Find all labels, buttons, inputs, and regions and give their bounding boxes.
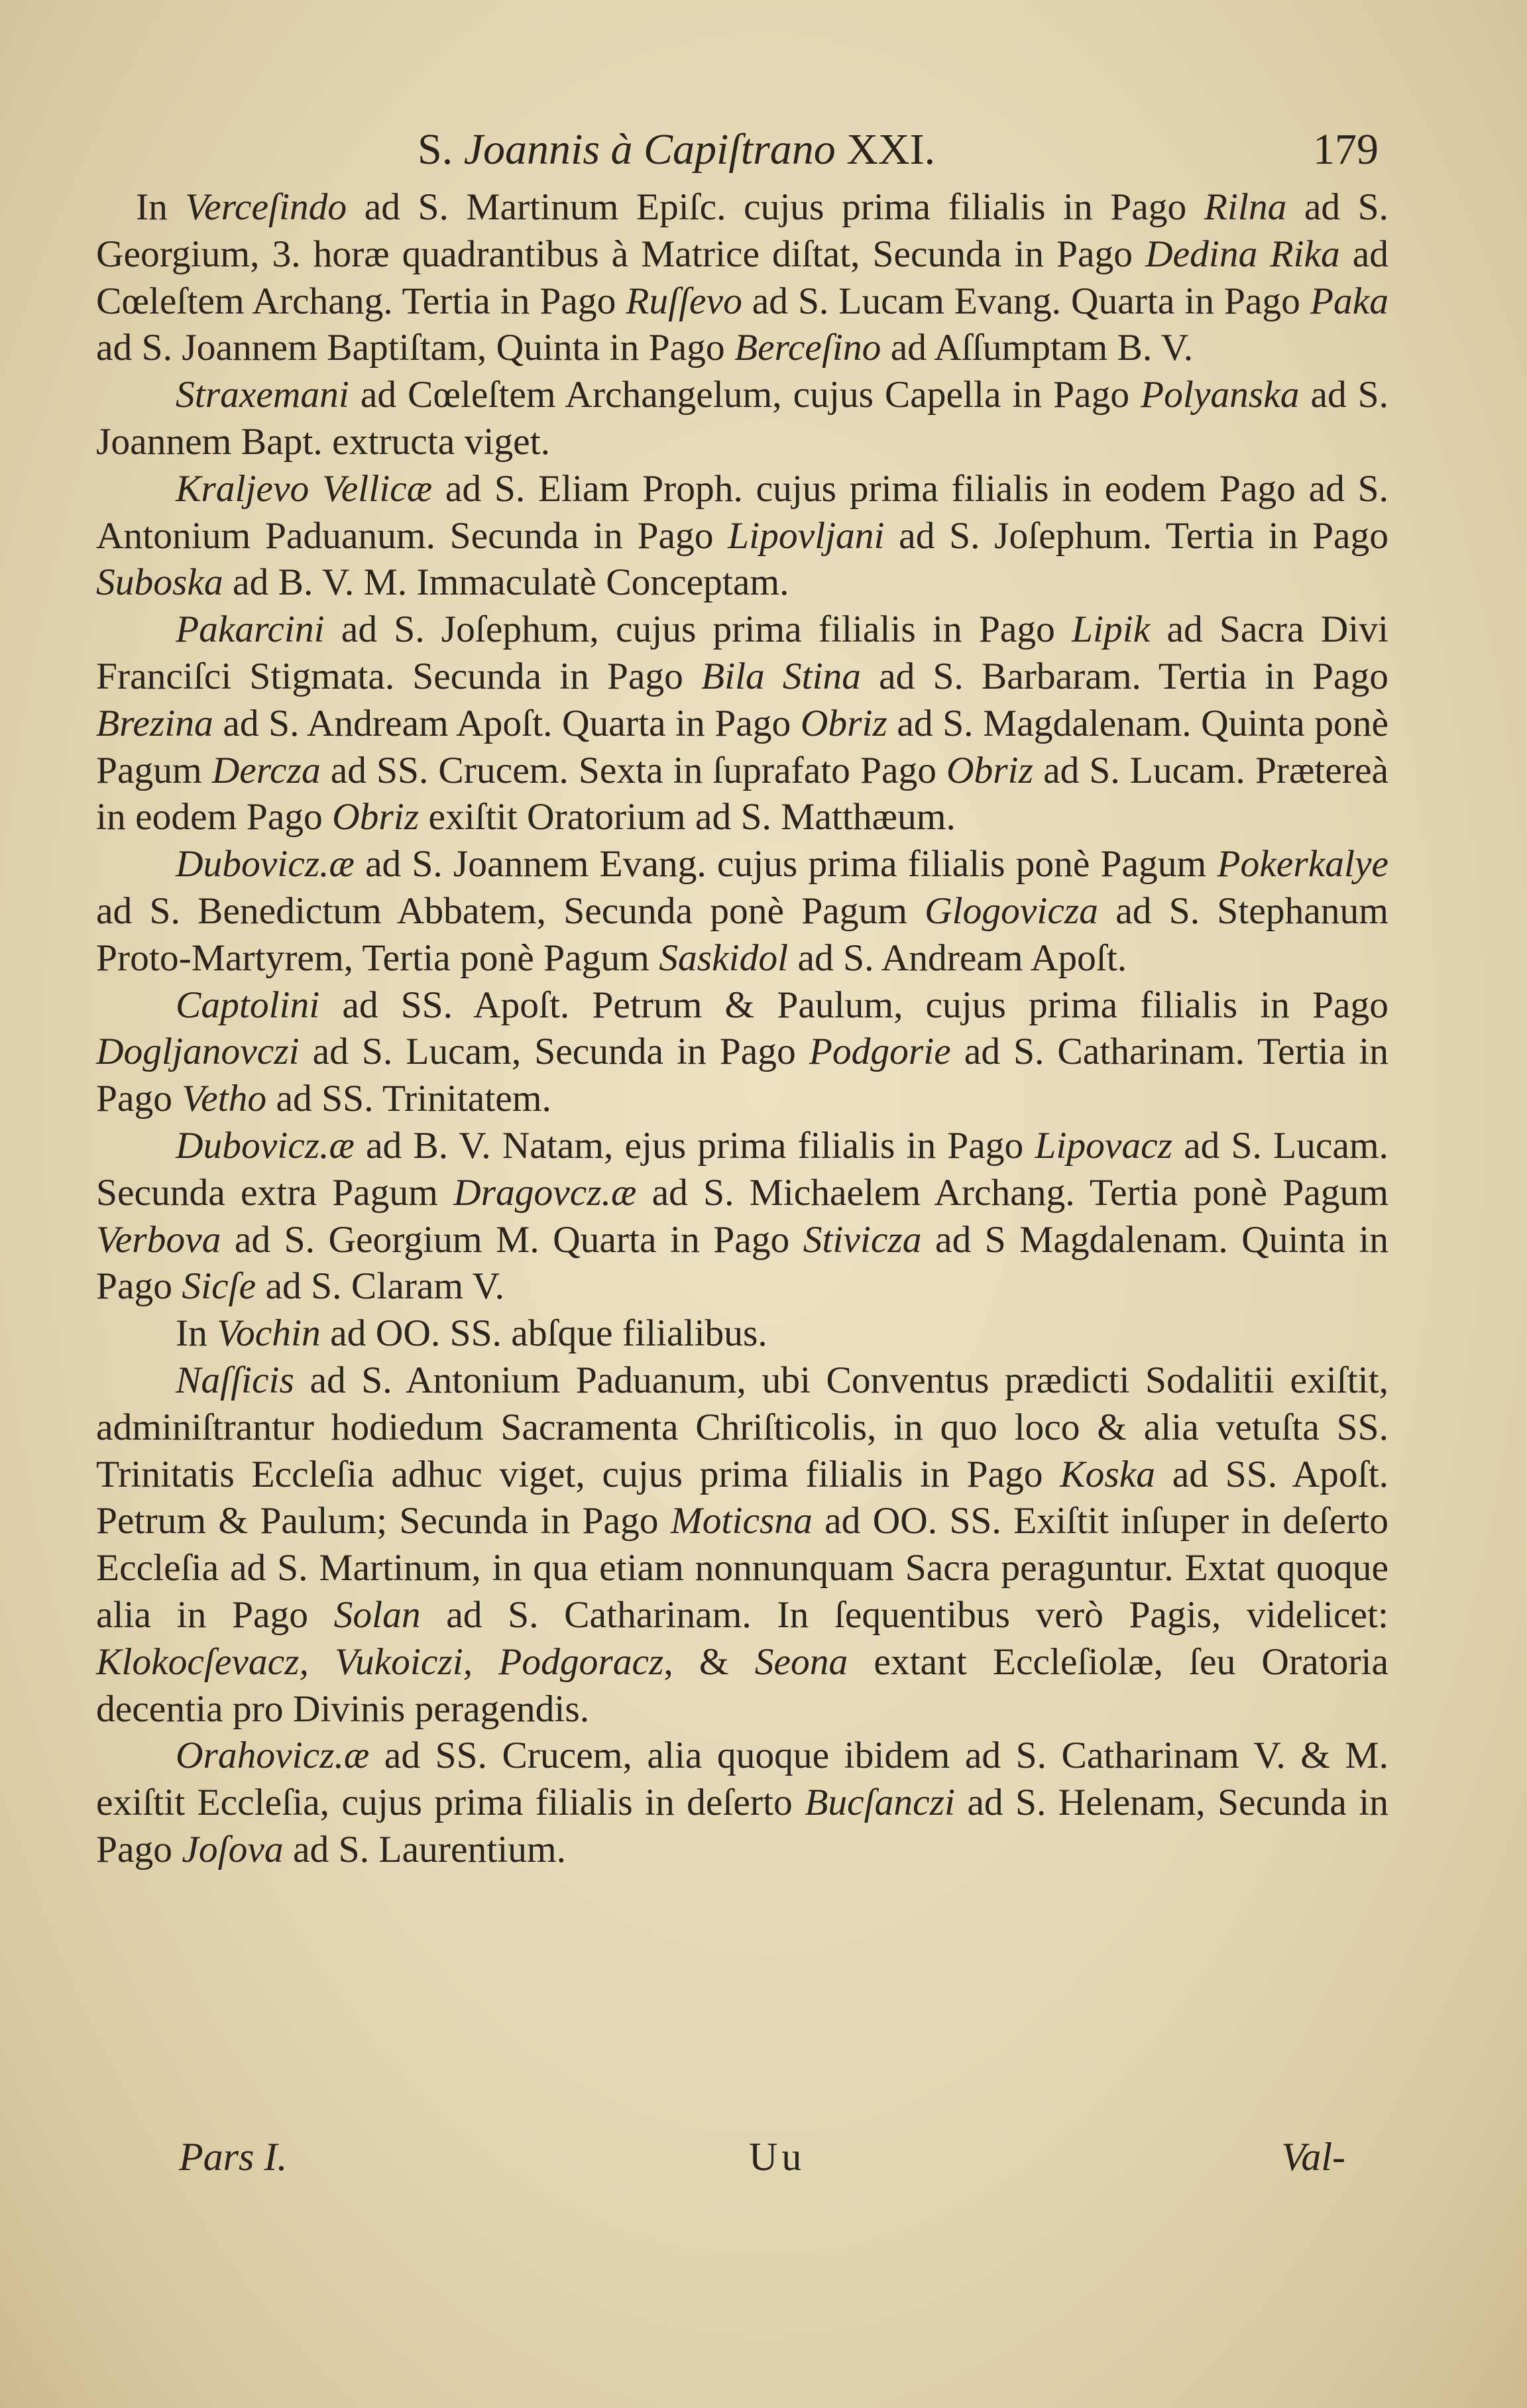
paragraph	[96, 1733, 1388, 1873]
text-run: ad S. Joannem Baptiſtam, Quinta in Pago	[96, 327, 735, 369]
text-run: ad S. Joſephum, cujus prima filialis in Pago	[324, 608, 1072, 651]
place-name: Straxemani	[176, 374, 349, 416]
paragraph	[96, 1310, 1388, 1357]
catchword: Val-	[1281, 2135, 1345, 2179]
text-body	[96, 184, 1388, 1874]
text-run: ad S. Andream Apoſt.	[788, 937, 1127, 979]
place-name: Rilna	[1204, 186, 1287, 228]
text-run: ad S. Catharinam. In ſequentibus verò Pagis, videlicet:	[420, 1593, 1388, 1636]
paragraph	[96, 606, 1388, 841]
text-run: ad S. Lucam, Secunda in Pago	[299, 1031, 809, 1073]
place-name: Dragovcz.æ	[453, 1171, 637, 1214]
text-run: exiſtit Oratorium ad S. Matthæum.	[419, 796, 956, 838]
place-name: Brezina	[96, 702, 213, 744]
text-run: ad S. Lucam. Secunda extra Pagum	[96, 1124, 1388, 1214]
text-run: ad S. Michaelem Archang. Tertia ponè Pagum	[636, 1171, 1389, 1214]
page-footer	[179, 2134, 1345, 2187]
place-name: Glogovicza	[925, 889, 1099, 932]
paragraph	[96, 466, 1388, 606]
place-name: Lipovacz	[1035, 1124, 1173, 1167]
signature-mark: Uu	[749, 2135, 806, 2179]
running-title	[418, 125, 935, 175]
place-name: Koska	[1060, 1453, 1156, 1495]
place-name: Verceſindo	[185, 186, 347, 228]
place-name: Dogljanovczi	[96, 1031, 300, 1073]
text-run: ad S. Helenam, Secunda in Pago	[96, 1782, 1388, 1870]
paragraph	[96, 1123, 1388, 1310]
paragraph	[96, 982, 1388, 1123]
text-run: ad SS. Crucem, alia quoque ibidem ad S. Catharinam V. & M. exiſtit Eccleſia, cujus prima filialis in deſerto	[96, 1735, 1388, 1824]
place-name: Podgorie	[809, 1031, 951, 1073]
place-name: Kraljevo Vellicæ	[176, 467, 433, 510]
place-name: Verbova	[96, 1218, 221, 1261]
paragraph	[96, 1357, 1388, 1733]
text-run: ad B. V. Natam, ejus prima filialis in Pago	[354, 1124, 1035, 1167]
place-name: Dedina Rika	[1145, 233, 1340, 275]
place-name: Solan	[333, 1593, 421, 1636]
text-run: ad Cœleſtem Archangelum, cujus Capella in Pago	[349, 374, 1141, 416]
text-run: ad Sacra Divi Franciſci Stigmata. Secunda in Pago	[96, 608, 1388, 697]
text-run: ad OO. SS. Exiſtit inſuper in deſerto Eccleſia ad S. Martinum, in qua etiam nonnunquam Sacra peraguntur. Extat quoque alia in Pago	[96, 1500, 1388, 1636]
text-run: ad S. Laurentium.	[283, 1828, 567, 1870]
signature-left: Pars I.	[179, 2135, 288, 2179]
text-run: ad S. Georgium, 3. horæ quadrantibus à Matrice diſtat, Secunda in Pago	[96, 186, 1389, 275]
text-run: ad S Magdalenam. Quinta in Pago	[96, 1218, 1388, 1308]
running-title-prefix: S.	[418, 125, 464, 174]
place-name: Pakarcini	[176, 608, 325, 651]
place-name: Vochin	[217, 1312, 321, 1355]
text-run: ad SS. Apoſt. Petrum & Paulum, cujus prima filialis in Pago	[319, 984, 1388, 1026]
page-number: 179	[1313, 125, 1379, 174]
place-name: Obriz	[800, 702, 887, 744]
paragraph	[96, 184, 1388, 372]
place-name: Vetho	[182, 1078, 267, 1120]
place-name: Paka	[1310, 280, 1388, 322]
text-run: ad S. Catharinam. Tertia in Pago	[96, 1031, 1388, 1120]
place-name: Lipik	[1072, 608, 1151, 651]
place-name: Saskidol	[659, 937, 789, 979]
place-name: Polyanska	[1141, 374, 1300, 416]
paragraph	[96, 372, 1388, 466]
place-name: Sicſe	[182, 1265, 256, 1308]
place-name: Moticsna	[670, 1500, 813, 1542]
place-name: Bila Stina	[701, 655, 862, 697]
text-run: ad S. Barbaram. Tertia in Pago	[861, 655, 1389, 697]
place-name: Seona	[754, 1640, 848, 1683]
text-run: ad S. Antonium Paduanum, ubi Conventus prædicti Sodalitii exiſtit, adminiſtrantur hodiedum Sacramenta Chriſticolis, in quo loco & alia vetuſta SS. Trinitatis Eccleſia adhuc viget, cujus prima filialis in Pago	[96, 1359, 1388, 1495]
text-run: ad OO. SS. abſque filialibus.	[320, 1312, 767, 1355]
text-run: ad B. V. M. Immaculatè Conceptam.	[223, 561, 789, 604]
text-run: ad S. Lucam Evang. Quarta in Pago	[742, 280, 1310, 322]
place-name: Berceſino	[734, 327, 881, 369]
text-run: ad S. Magdalenam. Quinta ponè Pagum	[96, 702, 1388, 791]
place-name: Lipovljani	[728, 514, 885, 557]
text-run: ad S. Martinum Epiſc. cujus prima filialis in Pago	[347, 186, 1204, 228]
text-run: ad S. Stephanum Proto-Martyrem, Tertia ponè Pagum	[96, 889, 1388, 979]
text-run: ad S. Lucam. Prætereà in eodem Pago	[96, 749, 1388, 838]
place-name: Captolini	[176, 984, 320, 1026]
place-name: Dubovicz.æ	[176, 843, 355, 886]
text-run: ad S. Joſephum. Tertia in Pago	[884, 514, 1388, 557]
paragraph	[96, 841, 1388, 982]
text-run: ad S. Eliam Proph. cujus prima filialis in eodem Pago ad S. Antonium Paduanum. Secunda in Pago	[96, 467, 1388, 557]
place-name: Joſova	[182, 1828, 284, 1870]
text-run: ad SS. Trinitatem.	[266, 1078, 551, 1120]
text-run: In	[176, 1312, 217, 1355]
place-name: Obriz	[332, 796, 420, 838]
place-name: Dubovicz.æ	[176, 1124, 355, 1167]
place-name: Naſſicis	[176, 1359, 294, 1401]
text-run: ad S. Claram V.	[256, 1265, 504, 1308]
text-run: In	[136, 186, 186, 228]
text-run: ad S. Joannem Bapt. extructa viget.	[96, 374, 1389, 463]
place-name: Obriz	[946, 749, 1034, 791]
place-name: Bucſanczi	[805, 1782, 955, 1824]
place-name: Orahovicz.æ	[176, 1735, 370, 1777]
text-run: extant Eccleſiolæ, ſeu Oratoria decentia pro Divinis peragendis.	[96, 1640, 1388, 1730]
place-name: Klokocſevacz, Vukoiczi, Podgoracz	[96, 1640, 664, 1683]
running-title-suffix: XXI.	[835, 125, 936, 174]
text-run: ad S. Joannem Evang. cujus prima filialis ponè Pagum	[354, 843, 1217, 886]
text-run: ad Aſſumptam B. V.	[881, 327, 1194, 369]
place-name: Stivicza	[803, 1218, 922, 1261]
text-run: ad SS. Crucem. Sexta in ſuprafato Pago	[320, 749, 947, 791]
place-name: Pokerkalye	[1217, 843, 1388, 886]
text-run: ad S. Benedictum Abbatem, Secunda ponè Pagum	[96, 889, 925, 932]
place-name: Dercza	[211, 749, 321, 791]
place-name: Ruſſevo	[626, 280, 742, 322]
place-name: Suboska	[96, 561, 223, 604]
text-run: ad S. Georgium M. Quarta in Pago	[221, 1218, 803, 1261]
text-run: , &	[663, 1640, 755, 1683]
running-title-italic: Joannis à Capiſtrano	[463, 125, 836, 174]
text-run: ad S. Andream Apoſt. Quarta in Pago	[213, 702, 801, 744]
text-run: ad SS. Apoſt. Petrum & Paulum; Secunda in Pago	[96, 1453, 1388, 1542]
running-header	[99, 125, 1379, 184]
text-run: ad Cœleſtem Archang. Tertia in Pago	[96, 233, 1388, 322]
